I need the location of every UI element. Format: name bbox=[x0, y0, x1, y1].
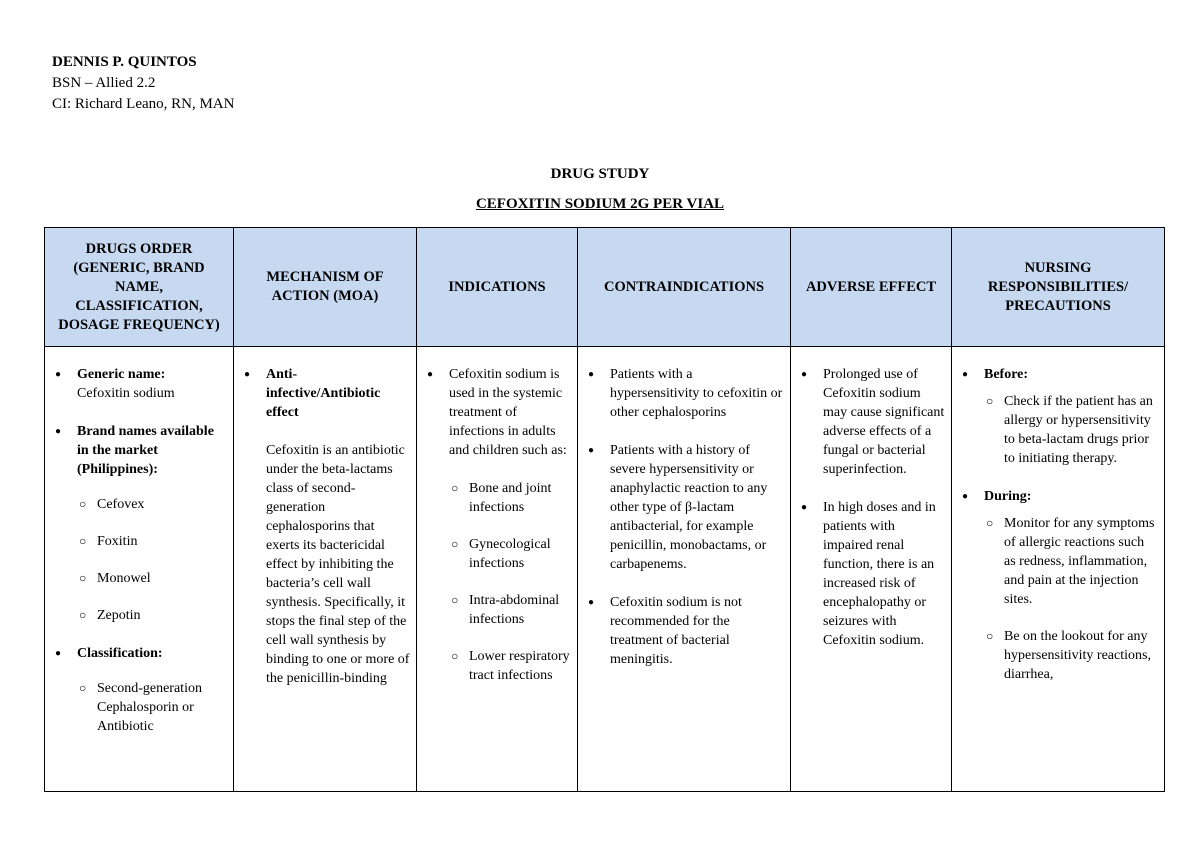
col-header-indications: INDICATIONS bbox=[417, 228, 578, 347]
clinical-instructor: CI: Richard Leano, RN, MAN bbox=[52, 96, 235, 112]
brand-item: ○ Foxitin bbox=[77, 532, 227, 551]
list-item bbox=[51, 422, 227, 625]
document-header bbox=[52, 52, 234, 115]
nursing-item: ○ Monitor for any symptoms of allergic reactions such as redness, inflammation, and pain at the injection sites. bbox=[984, 514, 1158, 609]
adverse-item: ● Prolonged use of Cefoxitin sodium may cause significant adverse effects of a fungal or bacterial superinfection. bbox=[797, 365, 945, 479]
contraindications-cell bbox=[578, 347, 791, 792]
contraindication-item: ● Patients with a hypersensitivity to cefoxitin or other cephalosporins bbox=[584, 365, 784, 422]
generic-label: Generic name: bbox=[77, 367, 166, 382]
indications-intro: Cefoxitin sodium is used in the systemic treatment of infections in adults and children such as: bbox=[449, 367, 567, 458]
indication-item: ○ Gynecological infections bbox=[449, 535, 571, 573]
list-item bbox=[51, 365, 227, 403]
contraindication-item: ● Patients with a history of severe hypersensitivity or anaphylactic reaction to any other type of β-lactam antibacterial, for example penicillin, monobactams, or carbapenems. bbox=[584, 441, 784, 574]
brand-item: ○ Zepotin bbox=[77, 606, 227, 625]
list-item bbox=[958, 365, 1158, 468]
brand-item: ○ Monowel bbox=[77, 569, 227, 588]
brand-label: Brand names available in the market (Philippines): bbox=[77, 424, 214, 477]
nursing-item: ○ Check if the patient has an allergy or hypersensitivity to beta-lactam drugs prior to initiating therapy. bbox=[984, 392, 1158, 468]
col-header-adverse-effect: ADVERSE EFFECT bbox=[791, 228, 952, 347]
list-item bbox=[423, 365, 571, 685]
document-subtitle: CEFOXITIN SODIUM 2G PER VIAL bbox=[475, 196, 725, 212]
contraindication-item: ● Cefoxitin sodium is not recommended for the treatment of bacterial meningitis. bbox=[584, 593, 784, 669]
generic-value: Cefoxitin sodium bbox=[77, 386, 175, 401]
author-name: DENNIS P. QUINTOS bbox=[52, 54, 197, 70]
adverse-effect-cell bbox=[791, 347, 952, 792]
col-header-nursing: NURSING RESPONSIBILITIES/ PRECAUTIONS bbox=[952, 228, 1165, 347]
nursing-item: ○ Be on the lookout for any hypersensitivity reactions, diarrhea, bbox=[984, 627, 1158, 684]
brand-item: ○ Cefovex bbox=[77, 495, 227, 514]
indication-item: ○ Intra-abdominal infections bbox=[449, 591, 571, 629]
col-header-contraindications: CONTRAINDICATIONS bbox=[578, 228, 791, 347]
during-label: During: bbox=[984, 489, 1032, 504]
indication-item: ○ Lower respiratory tract infections bbox=[449, 647, 571, 685]
list-item bbox=[51, 644, 227, 736]
col-header-drug-order: DRUGS ORDER (GENERIC, BRAND NAME, CLASSIFICATION, DOSAGE FREQUENCY) bbox=[45, 228, 234, 347]
nursing-cell bbox=[952, 347, 1165, 792]
adverse-item: ● In high doses and in patients with impaired renal function, there is an increased risk of encephalopathy or seizures with Cefoxitin sodium. bbox=[797, 498, 945, 650]
moa-heading: Anti-infective/Antibiotic effect bbox=[266, 367, 381, 420]
col-header-moa: MECHANISM OF ACTION (MOA) bbox=[234, 228, 417, 347]
list-item bbox=[240, 365, 410, 688]
course-line: BSN – Allied 2.2 bbox=[52, 75, 156, 91]
table-header-row bbox=[45, 228, 1165, 347]
indications-cell bbox=[417, 347, 578, 792]
classification-item: ○ Second-generation Cephalosporin or Antibiotic bbox=[77, 679, 227, 736]
title-block bbox=[0, 164, 1200, 214]
classification-label: Classification: bbox=[77, 646, 163, 661]
moa-text: Cefoxitin is an antibiotic under the beta-lactams class of second-generation cephalosporins that exerts its bactericidal effect by inhibiting the bacteria’s cell wall synthesis. Specifically, it stops the final step of the cell wall synthesis by binding to one or more of the penicillin-binding bbox=[266, 443, 410, 686]
list-item bbox=[958, 487, 1158, 684]
table-row bbox=[45, 347, 1165, 792]
drug-study-table bbox=[44, 227, 1165, 792]
indication-item: ○ Bone and joint infections bbox=[449, 479, 571, 517]
document-title: DRUG STUDY bbox=[550, 166, 650, 182]
drug-order-cell bbox=[45, 347, 234, 792]
moa-cell bbox=[234, 347, 417, 792]
before-label: Before: bbox=[984, 367, 1029, 382]
